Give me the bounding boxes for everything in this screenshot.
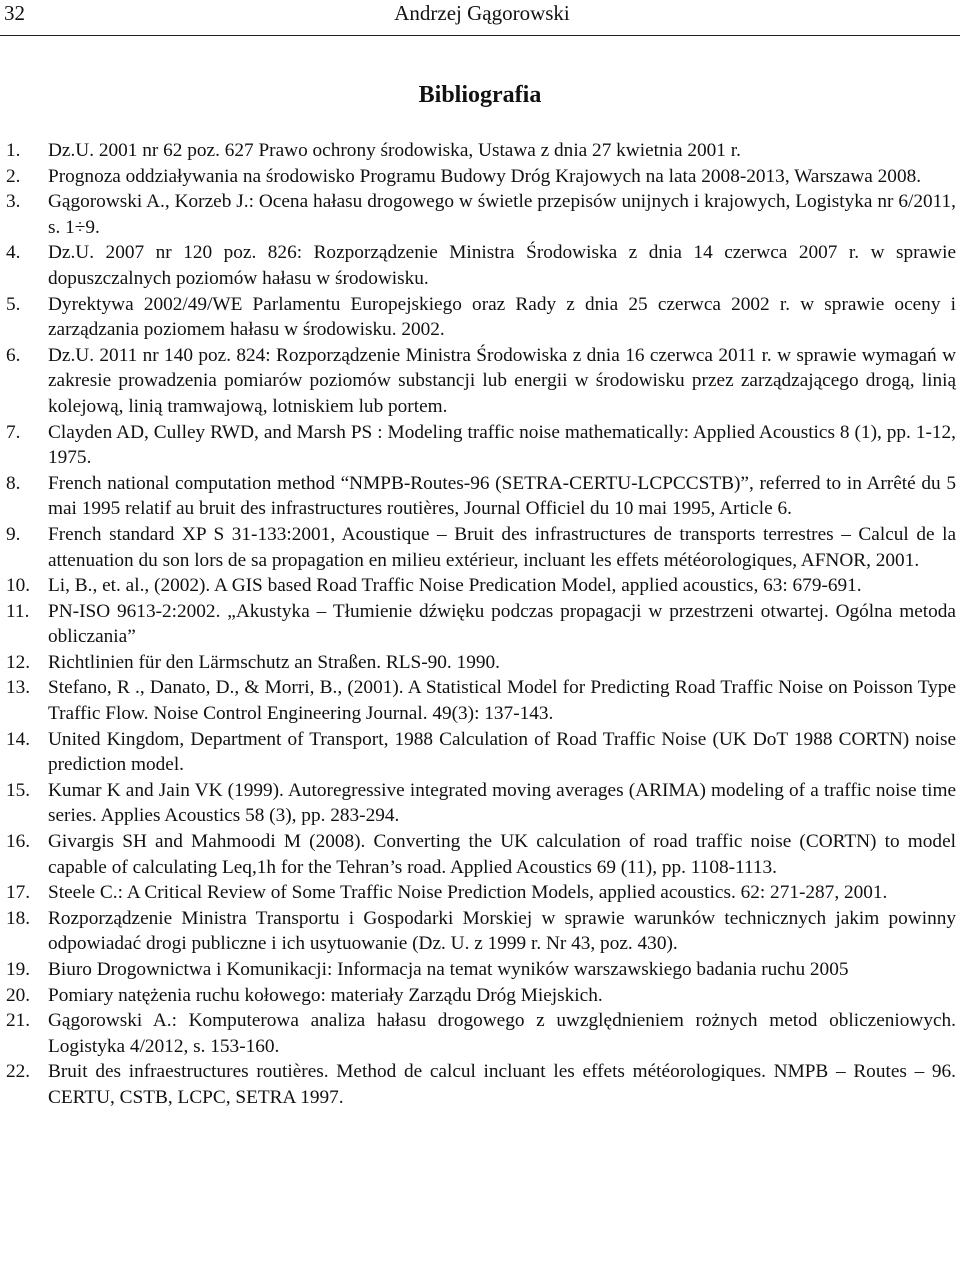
entry-text: Givargis SH and Mahmoodi M (2008). Converting the UK calculation of road traffic noise (CORTN) to model capable of calculating Leq,1h for the Tehran’s road. Applied Acoustics 69 (11), pp. 1108-1113. [48, 831, 956, 878]
entry-number: 17. [6, 882, 31, 904]
entry-text: Dz.U. 2007 nr 120 poz. 826: Rozporządzenie Ministra Środowiska z dnia 14 czerwca 2007 r. w sprawie dopuszczalnych poziomów hałasu w środowisku. [48, 242, 956, 289]
entry-number: 3. [6, 191, 21, 213]
entry-number: 8. [6, 472, 21, 494]
header-rule [0, 35, 960, 36]
entry-number: 22. [6, 1061, 31, 1083]
bibliography-entry [0, 650, 956, 676]
bibliography-entry [0, 164, 956, 190]
entry-text: Gągorowski A.: Komputerowa analiza hałasu drogowego z uwzględnieniem rożnych metod obliczeniowych. Logistyka 4/2012, s. 153-160. [48, 1010, 956, 1057]
entry-text: Dyrektywa 2002/49/WE Parlamentu Europejskiego oraz Rady z dnia 25 czerwca 2002 r. w sprawie oceny i zarządzania poziomem hałasu w środowisku. 2002. [48, 293, 956, 341]
entry-number: 14. [6, 728, 31, 750]
entry-number: 5. [6, 293, 21, 315]
entry-text: Dz.U. 2011 nr 140 poz. 824: Rozporządzenie Ministra Środowiska z dnia 16 czerwca 2011 r. w sprawie wymagań w zakresie prowadzenia pomiarów poziomów substancji lub energii w środowisku przez zarządzającego drogą, linią kolejową, linią tramwajową, lotniskiem lub portem. [48, 344, 956, 417]
bibliography-entry [0, 420, 956, 471]
entry-text: French national computation method “NMPB-Routes-96 (SETRA-CERTU-LCPCCSTB)”, referred to in Arrêté du 5 mai 1995 relatif au bruit des infrastructures routières, Journal Officiel du 10 mai 1995, Article 6. [48, 472, 956, 520]
bibliography-entry [0, 1008, 956, 1059]
entry-number: 15. [6, 779, 31, 801]
entry-text: PN-ISO 9613-2:2002. „Akustyka – Tłumienie dźwięku podczas propagacji w przestrzeni otwartej. Ogólna metoda obliczania” [48, 600, 956, 648]
bibliography-entry [0, 240, 956, 291]
entry-text: United Kingdom, Department of Transport, 1988 Calculation of Road Traffic Noise (UK DoT 1988 CORTN) noise prediction model. [48, 728, 956, 776]
entry-number: 20. [6, 984, 31, 1006]
entry-number: 9. [6, 523, 21, 545]
page-number: 32 [4, 1, 25, 25]
bibliography-entry [0, 189, 956, 240]
entry-number: 16. [6, 831, 31, 853]
entry-text: Kumar K and Jain VK (1999). Autoregressive integrated moving averages (ARIMA) modeling of a traffic noise time series. Applies Acoustics 58 (3), pp. 283-294. [48, 779, 956, 827]
bibliography-entry [0, 675, 956, 726]
entry-number: 10. [6, 575, 31, 597]
bibliography-entry [0, 573, 956, 599]
entry-number: 2. [6, 165, 21, 187]
entry-number: 6. [6, 344, 21, 366]
bibliography-entry [0, 599, 956, 650]
entry-text: Li, B., et. al., (2002). A GIS based Road Traffic Noise Predication Model, applied acoustics, 63: 679-691. [48, 575, 862, 597]
entry-text: French standard XP S 31-133:2001, Acoustique – Bruit des infrastructures de transports terrestres – Calcul de la attenuation du son lors de sa propagation en milieu extérieur, incluant les effets météorologiques, AFNOR, 2001. [48, 523, 956, 571]
bibliography-entry [0, 343, 956, 420]
entry-text: Gągorowski A., Korzeb J.: Ocena hałasu drogowego w świetle przepisów unijnych i krajowych, Logistyka nr 6/2011, s. 1÷9. [48, 191, 956, 238]
bibliography-title: Bibliografia [418, 82, 542, 108]
entry-text: Pomiary natężenia ruchu kołowego: materiały Zarządu Dróg Miejskich. [48, 984, 603, 1006]
bibliography-entry [0, 906, 956, 957]
entry-text: Richtlinien für den Lärmschutz an Straßen. RLS-90. 1990. [48, 651, 500, 673]
entry-text: Biuro Drogownictwa i Komunikacji: Informacja na temat wyników warszawskiego badania ruchu 2005 [48, 959, 849, 980]
entry-number: 4. [6, 242, 21, 264]
entry-number: 11. [6, 600, 30, 622]
bibliography-entry [0, 727, 956, 778]
entry-number: 19. [6, 959, 31, 980]
page-header [4, 0, 960, 30]
entry-number: 13. [6, 677, 31, 699]
entry-text: Dz.U. 2001 nr 62 poz. 627 Prawo ochrony środowiska, Ustawa z dnia 27 kwietnia 2001 r. [48, 140, 741, 161]
entry-number: 7. [6, 421, 21, 443]
bibliography-entry [0, 138, 956, 164]
bibliography-entry [0, 880, 956, 906]
bibliography-entry [0, 522, 956, 573]
bibliography-entry [0, 983, 956, 1009]
bibliography-list [0, 138, 956, 1111]
entry-text: Rozporządzenie Ministra Transportu i Gospodarki Morskiej w sprawie warunków technicznych jakim powinny odpowiadać drogi publiczne i ich usytuowanie (Dz. U. z 1999 r. Nr 43, poz. 430). [48, 907, 956, 955]
bibliography-entry [0, 1059, 956, 1110]
bibliography-entry [0, 829, 956, 880]
entry-text: Bruit des infraestructures routières. Method de calcul incluant les effets météorologiques. NMPB – Routes – 96. CERTU, CSTB, LCPC, SETRA 1997. [48, 1061, 956, 1108]
bibliography-entry [0, 778, 956, 829]
entry-text: Clayden AD, Culley RWD, and Marsh PS : Modeling traffic noise mathematically: Applied Acoustics 8 (1), pp. 1-12, 1975. [48, 421, 956, 469]
entry-text: Steele C.: A Critical Review of Some Traffic Noise Prediction Models, applied acoustics. 62: 271-287, 2001. [48, 882, 888, 904]
entry-number: 12. [6, 651, 31, 673]
entry-number: 21. [6, 1010, 31, 1032]
entry-number: 18. [6, 907, 31, 929]
running-head-author: Andrzej Gągorowski [394, 1, 570, 25]
entry-text: Prognoza oddziaływania na środowisko Programu Budowy Dróg Krajowych na lata 2008-2013, Warszawa 2008. [48, 165, 922, 187]
entry-text: Stefano, R ., Danato, D., & Morri, B., (2001). A Statistical Model for Predicting Road Traffic Noise on Poisson Type Traffic Flow. Noise Control Engineering Journal. 49(3): 137-143. [48, 677, 956, 725]
bibliography-entry [0, 292, 956, 343]
bibliography-entry [0, 471, 956, 522]
bibliography-entry [0, 957, 956, 983]
entry-number: 1. [6, 140, 21, 161]
